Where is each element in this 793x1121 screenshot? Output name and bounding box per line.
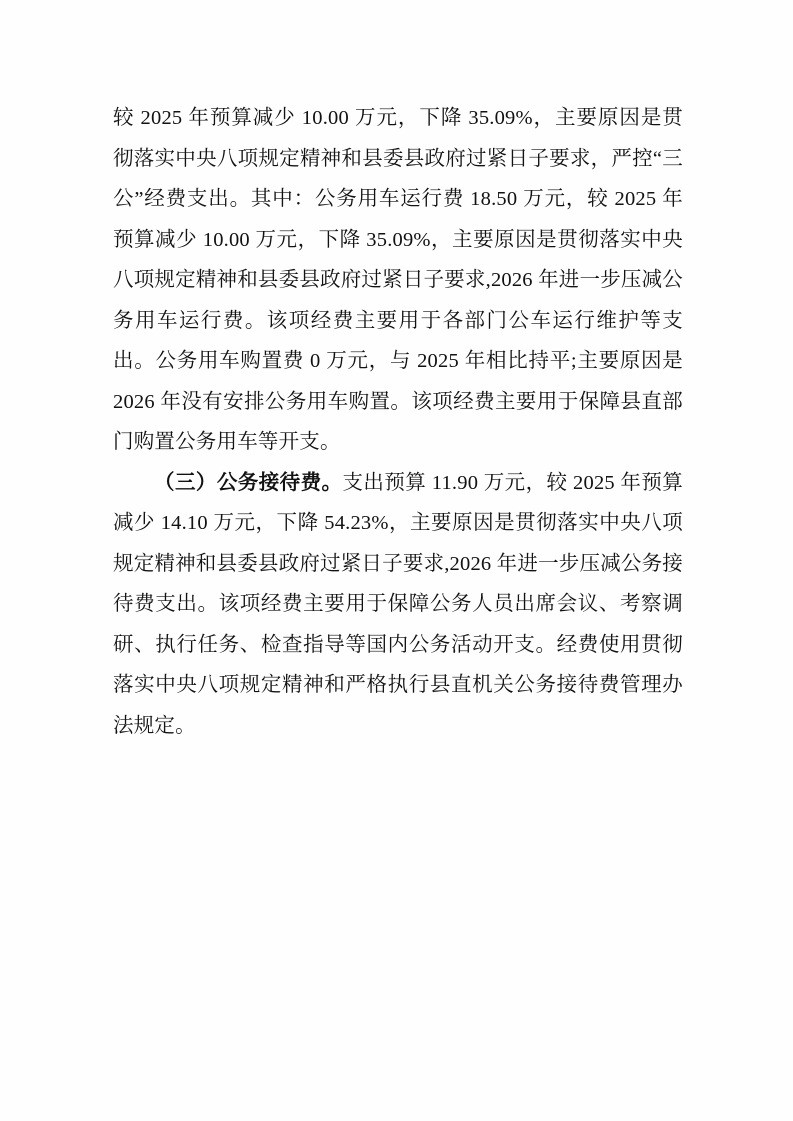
paragraph-hospitality-heading: （三）公务接待费。 xyxy=(154,471,343,494)
document-body xyxy=(113,98,683,746)
paragraph-hospitality xyxy=(113,463,683,747)
paragraph-official-vehicle: 较 2025 年预算减少 10.00 万元，下降 35.09%，主要原因是贯彻落实中央八项规定精神和县委县政府过紧日子要求，严控“三公”经费支出。其中：公务用车运行费 18.50 万元，较 2025 年预算减少 10.00 万元，下降 35.09%，主要原因是贯彻落实中央八项规定精神和县委县政府过紧日子要求,2026 年进一步压减公务用车运行费。该项经费主要用于各部门公车运行维护等支出。公务用车购置费 0 万元，与 2025 年相比持平;主要原因是 2026 年没有安排公务用车购置。该项经费主要用于保障县直部门购置公务用车等开支。 xyxy=(113,107,683,453)
paragraph-hospitality-text: 支出预算 11.90 万元，较 2025 年预算减少 14.10 万元，下降 54.23%，主要原因是贯彻落实中央八项规定精神和县委县政府过紧日子要求,2026 年进一步压减公务接待费支出。该项经费主要用于保障公务人员出席会议、考察调研、执行任务、检查指导等国内公务活动开支。经费使用贯彻落实中央八项规定精神和严格执行县直机关公务接待费管理办法规定。 xyxy=(113,471,683,737)
